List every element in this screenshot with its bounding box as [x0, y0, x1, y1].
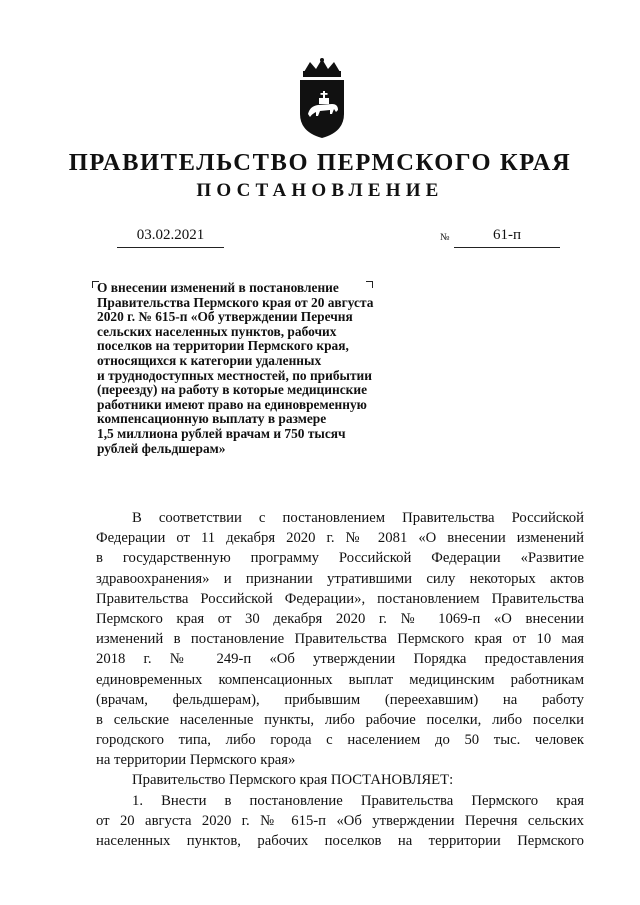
government-title: ПРАВИТЕЛЬСТВО ПЕРМСКОГО КРАЯ — [68, 149, 572, 176]
body-text — [96, 508, 584, 851]
body-line: Пермского края от 30 декабря 2020 г. № 1069-п «О внесении — [96, 610, 584, 627]
body-line: 1. Внести в постановление Правительства Пермского края — [132, 792, 584, 809]
body-line: изменений в постановление Правительства Пермского края от 10 мая — [96, 631, 584, 648]
subject-line: работники имеют право на единовременную — [97, 396, 367, 412]
subject-line: О внесении изменений в постановление — [97, 280, 339, 295]
body-line: в сельские населенные пункты, либо рабочие поселки, либо поселки — [96, 711, 584, 728]
number-label: № — [440, 232, 450, 243]
body-line: Правительство Пермского края ПОСТАНОВЛЯЕТ: — [132, 772, 454, 789]
body-line: на территории Пермского края» — [96, 752, 296, 769]
document-number: 61-п — [454, 225, 560, 248]
body-line: здравоохранения» и признании утратившими силу некоторых актов — [96, 570, 584, 587]
body-line: в государственную программу Российской Федерации «Развитие — [96, 550, 584, 567]
subject-line: (переезду) на работу в которые медицинские — [97, 382, 368, 398]
subject-block — [97, 281, 437, 456]
subject-line: 2020 г. № 615-п «Об утверждении Перечня — [97, 309, 353, 325]
document-type: ПОСТАНОВЛЕНИЕ — [196, 180, 444, 201]
subject-line: поселков на территории Пермского края, — [97, 338, 349, 354]
body-line: В соответствии с постановлением Правительства Российской — [132, 510, 584, 526]
document-date: 03.02.2021 — [117, 225, 224, 248]
subject-line: компенсационную выплату в размере — [97, 411, 327, 427]
coat-of-arms-icon — [290, 58, 354, 140]
subject-line: сельских населенных пунктов, рабочих — [97, 323, 337, 339]
body-line: городского типа, либо города с населением до 50 тыс. человек — [96, 732, 584, 749]
subject-line: Правительства Пермского края от 20 августа — [97, 294, 374, 310]
body-line: Правительства Российской Федерации», постановлением Правительства — [96, 590, 584, 607]
subject-line: рублей фельдшерам» — [97, 440, 226, 456]
body-line: (врачам, фельдшерам), прибывшим (переехавшим) на работу — [96, 691, 584, 708]
body-line: населенных пунктов, рабочих поселков на территории Пермского — [96, 833, 584, 849]
subject-line: относящихся к категории удаленных — [97, 352, 322, 368]
body-line: Федерации от 11 декабря 2020 г. № 2081 «О внесении изменений — [96, 530, 584, 547]
subject-line: 1,5 миллиона рублей врачам и 750 тысяч — [97, 425, 346, 441]
body-line: 2018 г. № 249-п «Об утверждении Порядка предоставления — [96, 651, 584, 668]
body-line: единовременных компенсационных выплат медицинским работникам — [96, 671, 584, 688]
subject-line: и труднодоступных местностей, по прибытии — [97, 367, 372, 383]
body-line: от 20 августа 2020 г. № 615-п «Об утверждении Перечня сельских — [96, 812, 584, 829]
